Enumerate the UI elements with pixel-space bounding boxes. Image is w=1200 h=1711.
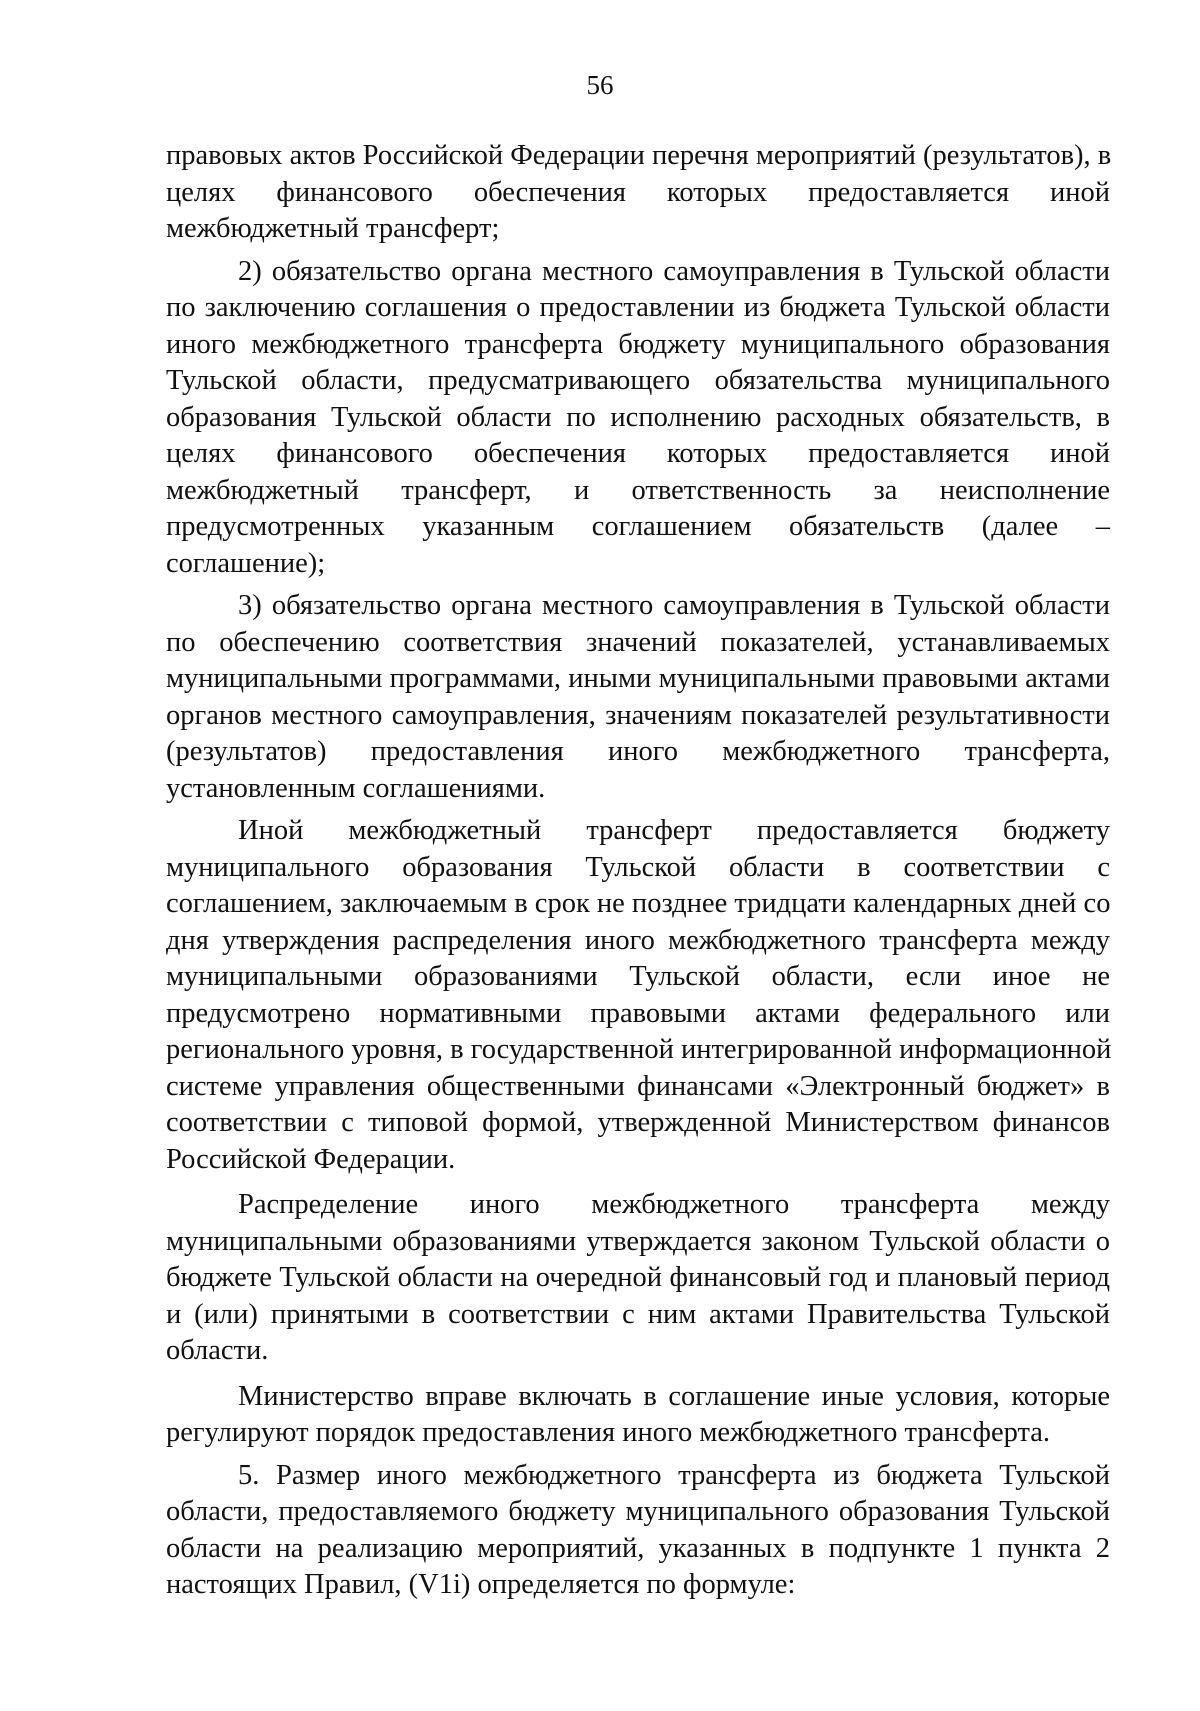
text-line: предусмотрено нормативными правовыми актами федерального или [166,997,1110,1029]
text-line: целях финансового обеспечения которых предоставляется иной [166,438,1110,469]
text-line: соответствии с типовой формой, утвержденной Министерством финансов [166,1107,1110,1138]
paragraph-item-2-agreement-obligation [166,254,1110,583]
text-line: области, предоставляемого бюджету муниципального образования Тульской [166,1496,1110,1527]
text-line: целях финансового обеспечения которых предоставляется иной [166,176,1110,208]
text-line: иного межбюджетного трансферта бюджету муниципального образования [166,328,1110,360]
text-line: области на реализацию мероприятий, указанных в подпункте 1 пункта 2 [166,1532,1110,1564]
paragraph-item-3-indicators-obligation [166,588,1110,807]
text-line: и (или) принятыми в соответствии с ним актами Правительства Тульской [166,1298,1110,1330]
text-line: предусмотренных указанным соглашением обязательств (далее – [166,511,1110,542]
text-line: настоящих Правил, (V1i) определяется по формуле: [166,1569,796,1600]
paragraph-legal-acts-list [166,138,1110,248]
paragraph-ministry-conditions [166,1379,1110,1452]
text-line: Тульской области, предусматривающего обязательства муниципального [166,365,1110,396]
text-line: межбюджетный трансферт; [166,213,500,244]
text-line: (результатов) предоставления иного межбюджетного трансферта, [166,736,1110,767]
text-line: муниципальными образованиями утверждается законом Тульской области о [166,1225,1110,1257]
page-number: 56 [586,70,614,100]
text-line: 2) обязательство органа местного самоуправления в Тульской области [238,255,1110,287]
text-line: дня утверждения распределения иного межбюджетного трансферта между [166,924,1110,956]
paragraph-transfer-distribution [166,1187,1110,1370]
text-line: Российской Федерации. [166,1143,456,1175]
text-line: межбюджетный трансферт, и ответственность за неисполнение [166,474,1110,506]
text-line: муниципальными программами, иными муниципальными правовыми актами [166,663,1110,694]
text-line: соглашение); [166,547,326,579]
text-line: по заключению соглашения о предоставлении из бюджета Тульской области [166,292,1110,323]
text-line: регулируют порядок предоставления иного межбюджетного трансферта. [166,1417,1051,1448]
text-line: 3) обязательство органа местного самоуправления в Тульской области [238,590,1110,621]
text-line: установленным соглашениями. [166,772,546,804]
text-line: системе управления общественными финансами «Электронный бюджет» в [166,1070,1110,1102]
text-line: 5. Размер иного межбюджетного трансферта из бюджета Тульской [238,1459,1110,1491]
text-line: бюджете Тульской области на очередной финансовый год и плановый период [166,1262,1110,1293]
paragraph-item-5-transfer-size [166,1458,1110,1604]
document-body [166,138,1110,1604]
text-line: образования Тульской области по исполнению расходных обязательств, в [166,401,1110,433]
text-line: Министерство вправе включать в соглашение иные условия, которые [238,1380,1110,1412]
text-line: Распределение иного межбюджетного трансферта между [238,1189,1110,1220]
text-line: органов местного самоуправления, значениям показателей результативности [166,699,1110,731]
text-line: муниципального образования Тульской области в соответствии с [166,851,1110,883]
text-line: регионального уровня, в государственной интегрированной информационной [166,1034,1112,1065]
paragraph-transfer-provision [166,813,1110,1178]
text-line: области. [166,1335,269,1366]
text-line: муниципальными образованиями Тульской области, если иное не [166,961,1110,992]
text-line: соглашением, заключаемым в срок не позднее тридцати календарных дней со [166,888,1111,919]
text-line: правовых актов Российской Федерации перечня мероприятий (результатов), в [166,140,1112,171]
text-line: по обеспечению соответствия значений показателей, устанавливаемых [166,626,1110,658]
text-line: Иной межбюджетный трансферт предоставляется бюджету [238,815,1110,846]
